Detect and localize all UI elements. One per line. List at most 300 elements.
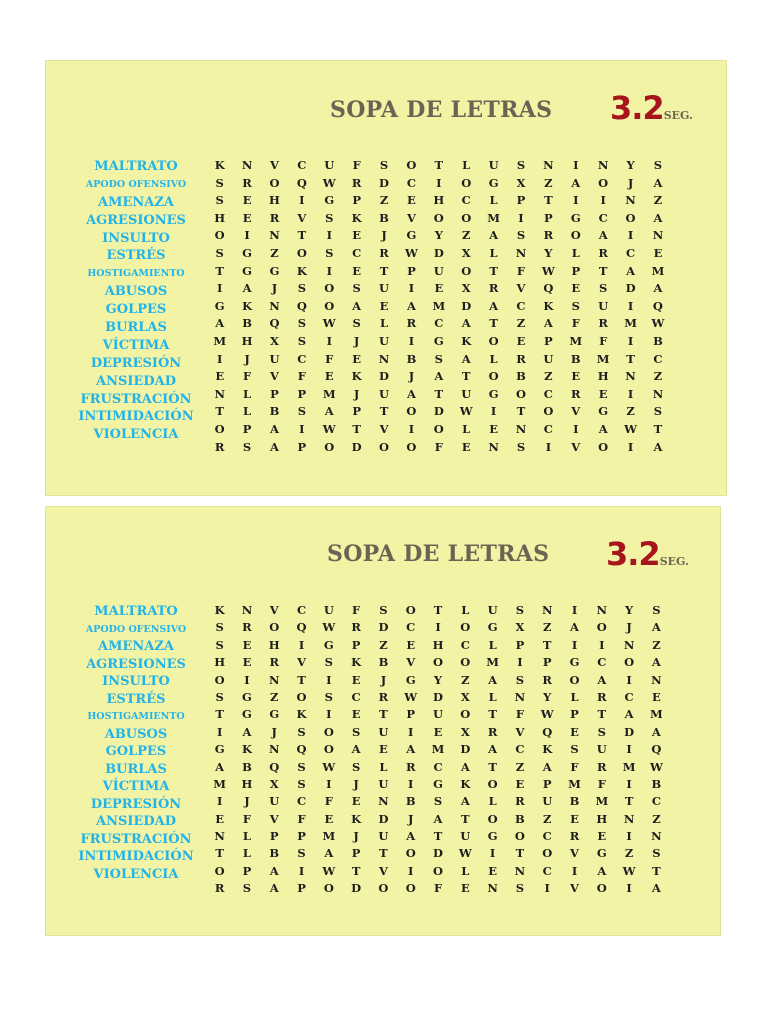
grid-letter[interactable]: F — [434, 439, 443, 454]
grid-letter[interactable]: C — [542, 829, 552, 844]
grid-letter[interactable]: R — [269, 210, 280, 225]
grid-letter[interactable]: N — [541, 603, 553, 617]
grid-letter[interactable]: I — [435, 620, 441, 635]
grid-letter[interactable]: S — [652, 846, 661, 861]
grid-letter[interactable]: M — [487, 210, 500, 225]
grid-letter[interactable]: R — [242, 620, 252, 635]
grid-letter[interactable]: K — [351, 210, 362, 225]
grid-letter[interactable]: T — [544, 193, 553, 208]
grid-letter[interactable]: J — [408, 811, 414, 826]
grid-letter[interactable]: W — [322, 759, 336, 774]
grid-letter[interactable]: W — [322, 175, 336, 190]
grid-letter[interactable]: U — [598, 298, 609, 313]
grid-letter[interactable]: O — [460, 620, 471, 635]
grid-letter[interactable]: A — [488, 742, 498, 757]
grid-letter[interactable]: D — [433, 245, 444, 260]
grid-letter[interactable]: A — [406, 386, 416, 401]
grid-letter[interactable]: T — [297, 228, 307, 243]
grid-letter[interactable]: M — [213, 333, 227, 348]
grid-letter[interactable]: G — [570, 210, 581, 225]
grid-letter[interactable]: Z — [270, 689, 279, 704]
grid-letter[interactable]: O — [405, 846, 416, 861]
grid-letter[interactable]: I — [244, 672, 250, 687]
grid-letter[interactable]: T — [597, 707, 607, 722]
grid-letter[interactable]: V — [406, 655, 416, 670]
grid-letter[interactable]: C — [598, 210, 608, 225]
grid-letter[interactable]: B — [516, 369, 526, 384]
grid-letter[interactable]: B — [269, 404, 280, 419]
grid-letter[interactable]: R — [242, 175, 252, 190]
grid-letter[interactable]: I — [490, 404, 497, 419]
grid-letter[interactable]: E — [489, 421, 498, 436]
grid-letter[interactable]: W — [404, 245, 418, 260]
grid-letter[interactable]: N — [378, 794, 389, 809]
grid-letter[interactable]: L — [462, 158, 471, 172]
grid-letter[interactable]: G — [598, 404, 609, 419]
grid-letter[interactable]: A — [460, 794, 470, 809]
grid-letter[interactable]: G — [242, 263, 252, 278]
grid-letter[interactable]: C — [297, 158, 307, 172]
grid-letter[interactable]: U — [323, 603, 334, 617]
grid-letter[interactable]: I — [326, 707, 332, 722]
grid-letter[interactable]: P — [297, 439, 307, 454]
grid-letter[interactable]: E — [515, 776, 525, 791]
grid-letter[interactable]: M — [651, 263, 665, 278]
grid-letter[interactable]: I — [216, 794, 223, 809]
grid-letter[interactable]: T — [434, 158, 444, 172]
grid-letter[interactable]: A — [624, 707, 634, 722]
grid-letter[interactable]: E — [433, 724, 443, 739]
grid-letter[interactable]: G — [269, 707, 280, 722]
grid-letter[interactable]: O — [460, 655, 471, 670]
grid-letter[interactable]: Z — [544, 369, 553, 384]
grid-letter[interactable]: N — [597, 158, 609, 172]
grid-letter[interactable]: V — [270, 158, 279, 172]
grid-letter[interactable]: V — [269, 603, 279, 617]
grid-letter[interactable]: G — [406, 228, 417, 243]
grid-letter[interactable]: I — [408, 333, 415, 348]
grid-letter[interactable]: G — [596, 846, 607, 861]
grid-letter[interactable]: O — [625, 210, 636, 225]
grid-letter[interactable]: A — [324, 404, 334, 419]
grid-letter[interactable]: S — [599, 281, 608, 296]
grid-letter[interactable]: V — [570, 846, 579, 861]
grid-letter[interactable]: I — [626, 672, 632, 687]
grid-letter[interactable]: X — [515, 620, 525, 635]
grid-letter[interactable]: Q — [269, 759, 280, 774]
grid-letter[interactable]: H — [269, 193, 280, 208]
grid-letter[interactable]: I — [599, 637, 605, 652]
grid-letter[interactable]: S — [351, 724, 361, 739]
grid-letter[interactable]: K — [296, 707, 307, 722]
grid-letter[interactable]: U — [487, 603, 498, 617]
grid-letter[interactable]: F — [515, 707, 524, 722]
grid-letter[interactable]: N — [652, 228, 664, 243]
grid-letter[interactable]: C — [296, 794, 307, 809]
grid-letter[interactable]: G — [323, 637, 334, 652]
grid-letter[interactable]: T — [215, 404, 224, 419]
grid-letter[interactable]: D — [625, 281, 636, 296]
grid-letter[interactable]: I — [216, 724, 223, 739]
grid-letter[interactable]: O — [214, 863, 225, 878]
grid-letter[interactable]: E — [460, 881, 470, 896]
grid-letter[interactable]: A — [242, 281, 252, 296]
grid-letter[interactable]: J — [271, 724, 277, 739]
grid-letter[interactable]: Z — [652, 811, 661, 826]
grid-letter[interactable]: C — [460, 637, 470, 652]
grid-letter[interactable]: E — [242, 210, 252, 225]
grid-letter[interactable]: A — [653, 281, 663, 296]
grid-letter[interactable]: Z — [624, 846, 634, 861]
grid-letter[interactable]: A — [597, 863, 607, 878]
grid-letter[interactable]: E — [242, 193, 252, 208]
grid-letter[interactable]: K — [296, 263, 307, 278]
grid-letter[interactable]: F — [516, 263, 526, 278]
grid-letter[interactable]: O — [378, 881, 389, 896]
grid-letter[interactable]: Q — [543, 281, 554, 296]
grid-letter[interactable]: O — [596, 620, 607, 635]
grid-letter[interactable]: L — [243, 404, 252, 419]
grid-letter[interactable]: W — [322, 421, 336, 436]
grid-letter[interactable]: O — [406, 158, 417, 172]
grid-letter[interactable]: U — [269, 351, 280, 366]
grid-letter[interactable]: I — [545, 439, 552, 454]
grid-letter[interactable]: A — [653, 210, 663, 225]
grid-letter[interactable]: E — [570, 811, 579, 826]
grid-letter[interactable]: G — [324, 193, 335, 208]
grid-letter[interactable]: V — [378, 863, 388, 878]
grid-letter[interactable]: A — [598, 421, 608, 436]
grid-letter[interactable]: X — [516, 175, 526, 190]
grid-letter[interactable]: A — [651, 724, 661, 739]
grid-letter[interactable]: T — [461, 369, 471, 384]
grid-letter[interactable]: T — [653, 421, 663, 436]
grid-letter[interactable]: F — [352, 158, 361, 172]
grid-letter[interactable]: J — [353, 333, 360, 348]
grid-letter[interactable]: S — [297, 724, 306, 739]
grid-letter[interactable]: K — [214, 603, 225, 617]
grid-letter[interactable]: C — [351, 689, 361, 704]
grid-letter[interactable]: N — [487, 881, 498, 896]
grid-letter[interactable]: L — [571, 245, 580, 260]
grid-letter[interactable]: O — [269, 175, 280, 190]
grid-letter[interactable]: O — [324, 439, 335, 454]
grid-letter[interactable]: C — [296, 603, 307, 617]
grid-letter[interactable]: R — [598, 316, 608, 331]
grid-letter[interactable]: S — [297, 776, 306, 791]
grid-letter[interactable]: S — [242, 881, 252, 896]
grid-letter[interactable]: R — [379, 245, 389, 260]
grid-letter[interactable]: A — [433, 811, 443, 826]
grid-letter[interactable]: D — [378, 811, 389, 826]
grid-letter[interactable]: G — [242, 245, 252, 260]
grid-letter[interactable]: J — [380, 672, 387, 687]
grid-letter[interactable]: T — [297, 672, 306, 687]
grid-letter[interactable]: L — [488, 689, 497, 704]
grid-letter[interactable]: V — [270, 369, 279, 384]
grid-letter[interactable]: S — [379, 158, 389, 172]
grid-letter[interactable]: Z — [462, 228, 471, 243]
grid-letter[interactable]: E — [406, 637, 416, 652]
grid-letter[interactable]: R — [542, 672, 552, 687]
grid-letter[interactable]: M — [568, 776, 581, 791]
grid-letter[interactable]: I — [298, 637, 305, 652]
grid-letter[interactable]: N — [514, 689, 526, 704]
grid-letter[interactable]: A — [461, 316, 471, 331]
grid-letter[interactable]: S — [516, 228, 526, 243]
grid-letter[interactable]: N — [268, 672, 280, 687]
grid-letter[interactable]: A — [598, 228, 608, 243]
grid-letter[interactable]: E — [598, 386, 608, 401]
grid-letter[interactable]: I — [217, 281, 223, 296]
grid-letter[interactable]: U — [461, 386, 472, 401]
grid-letter[interactable]: A — [324, 846, 334, 861]
grid-letter[interactable]: I — [436, 175, 442, 190]
grid-letter[interactable]: K — [351, 655, 362, 670]
grid-letter[interactable]: I — [573, 421, 579, 436]
grid-letter[interactable]: Y — [433, 672, 443, 687]
grid-letter[interactable]: Z — [653, 193, 663, 208]
grid-letter[interactable]: W — [458, 846, 472, 861]
grid-letter[interactable]: C — [406, 620, 416, 635]
grid-letter[interactable]: O — [323, 724, 334, 739]
grid-letter[interactable]: D — [379, 175, 390, 190]
grid-letter[interactable]: P — [544, 210, 553, 225]
grid-letter[interactable]: J — [408, 369, 415, 384]
grid-letter[interactable]: J — [353, 386, 360, 401]
grid-letter[interactable]: C — [406, 175, 416, 190]
grid-letter[interactable]: D — [351, 439, 362, 454]
grid-letter[interactable]: I — [217, 351, 223, 366]
grid-letter[interactable]: G — [488, 386, 499, 401]
grid-letter[interactable]: Q — [296, 298, 307, 313]
grid-letter[interactable]: N — [651, 829, 662, 844]
grid-letter[interactable]: J — [244, 351, 250, 366]
grid-letter[interactable]: R — [214, 439, 225, 454]
grid-letter[interactable]: I — [627, 439, 634, 454]
grid-letter[interactable]: M — [622, 759, 636, 774]
grid-letter[interactable]: H — [432, 637, 444, 652]
grid-letter[interactable]: Y — [434, 228, 443, 243]
grid-letter[interactable]: I — [326, 672, 332, 687]
grid-letter[interactable]: M — [596, 351, 610, 366]
grid-letter[interactable]: K — [542, 742, 553, 757]
grid-letter[interactable]: C — [515, 742, 525, 757]
grid-letter[interactable]: T — [488, 707, 497, 722]
grid-letter[interactable]: P — [297, 881, 306, 896]
grid-letter[interactable]: O — [379, 439, 390, 454]
grid-letter[interactable]: R — [406, 316, 417, 331]
grid-letter[interactable]: N — [214, 386, 225, 401]
grid-letter[interactable]: F — [433, 881, 443, 896]
grid-letter[interactable]: T — [215, 263, 224, 278]
grid-letter[interactable]: O — [406, 439, 417, 454]
grid-letter[interactable]: V — [406, 210, 416, 225]
grid-letter[interactable]: N — [378, 351, 390, 366]
grid-letter[interactable]: R — [351, 620, 361, 635]
grid-letter[interactable]: O — [487, 811, 498, 826]
grid-letter[interactable]: S — [297, 333, 307, 348]
grid-letter[interactable]: E — [597, 829, 607, 844]
grid-letter[interactable]: U — [433, 707, 444, 722]
grid-letter[interactable]: K — [214, 158, 225, 172]
grid-letter[interactable]: M — [650, 707, 663, 722]
grid-letter[interactable]: L — [489, 193, 498, 208]
grid-letter[interactable]: I — [298, 863, 305, 878]
grid-letter[interactable]: O — [570, 228, 581, 243]
grid-letter[interactable]: S — [297, 846, 306, 861]
grid-letter[interactable]: S — [516, 439, 526, 454]
grid-letter[interactable]: W — [622, 863, 636, 878]
grid-letter[interactable]: C — [297, 351, 307, 366]
grid-letter[interactable]: M — [595, 794, 609, 809]
grid-letter[interactable]: C — [543, 386, 553, 401]
grid-letter[interactable]: D — [433, 846, 444, 861]
grid-letter[interactable]: S — [297, 404, 307, 419]
grid-letter[interactable]: P — [516, 193, 526, 208]
grid-letter[interactable]: S — [242, 439, 252, 454]
grid-letter[interactable]: U — [378, 829, 389, 844]
grid-letter[interactable]: A — [242, 724, 252, 739]
grid-letter[interactable]: K — [461, 333, 472, 348]
grid-letter[interactable]: D — [378, 620, 389, 635]
grid-letter[interactable]: V — [516, 281, 526, 296]
grid-letter[interactable]: B — [405, 794, 416, 809]
grid-letter[interactable]: E — [379, 742, 388, 757]
grid-letter[interactable]: A — [651, 881, 661, 896]
grid-letter[interactable]: S — [215, 245, 224, 260]
grid-letter[interactable]: I — [627, 333, 634, 348]
grid-letter[interactable]: R — [516, 351, 526, 366]
grid-letter[interactable]: B — [378, 655, 389, 670]
grid-letter[interactable]: O — [214, 228, 225, 243]
grid-letter[interactable]: A — [543, 316, 553, 331]
grid-letter[interactable]: U — [378, 776, 389, 791]
grid-letter[interactable]: E — [352, 228, 362, 243]
grid-letter[interactable]: E — [352, 351, 362, 366]
grid-letter[interactable]: Q — [296, 175, 307, 190]
grid-letter[interactable]: R — [569, 829, 580, 844]
grid-letter[interactable]: S — [352, 316, 361, 331]
grid-letter[interactable]: W — [322, 316, 336, 331]
grid-letter[interactable]: G — [487, 620, 498, 635]
grid-letter[interactable]: B — [515, 811, 525, 826]
grid-letter[interactable]: R — [378, 689, 389, 704]
grid-letter[interactable]: S — [515, 881, 525, 896]
grid-letter[interactable]: E — [516, 333, 526, 348]
grid-letter[interactable]: C — [461, 193, 471, 208]
grid-letter[interactable]: E — [352, 263, 362, 278]
grid-letter[interactable]: S — [516, 158, 526, 172]
grid-letter[interactable]: T — [352, 421, 361, 436]
grid-letter[interactable]: A — [269, 863, 279, 878]
grid-letter[interactable]: Y — [626, 158, 635, 172]
grid-letter[interactable]: G — [569, 655, 580, 670]
grid-letter[interactable]: F — [599, 333, 608, 348]
grid-letter[interactable]: A — [651, 655, 661, 670]
grid-letter[interactable]: L — [488, 637, 497, 652]
grid-letter[interactable]: R — [487, 724, 498, 739]
grid-letter[interactable]: J — [353, 829, 359, 844]
grid-letter[interactable]: G — [433, 333, 444, 348]
grid-letter[interactable]: D — [461, 298, 472, 313]
grid-letter[interactable]: O — [405, 881, 416, 896]
grid-letter[interactable]: O — [323, 881, 334, 896]
grid-letter[interactable]: Z — [543, 811, 552, 826]
grid-letter[interactable]: G — [242, 707, 252, 722]
grid-letter[interactable]: O — [542, 846, 553, 861]
grid-letter[interactable]: L — [242, 829, 251, 844]
grid-letter[interactable]: Z — [653, 369, 663, 384]
grid-letter[interactable]: B — [653, 333, 663, 348]
grid-letter[interactable]: B — [651, 776, 662, 791]
grid-letter[interactable]: I — [626, 881, 632, 896]
grid-letter[interactable]: I — [626, 742, 632, 757]
grid-letter[interactable]: G — [487, 829, 498, 844]
grid-letter[interactable]: K — [351, 369, 362, 384]
grid-letter[interactable]: I — [571, 863, 578, 878]
grid-letter[interactable]: N — [596, 603, 608, 617]
grid-letter[interactable]: A — [269, 881, 279, 896]
grid-letter[interactable]: I — [299, 193, 305, 208]
grid-letter[interactable]: C — [624, 689, 634, 704]
grid-letter[interactable]: W — [322, 620, 336, 635]
grid-letter[interactable]: F — [325, 351, 334, 366]
grid-letter[interactable]: K — [242, 298, 253, 313]
grid-letter[interactable]: X — [460, 724, 470, 739]
grid-letter[interactable]: T — [542, 637, 552, 652]
grid-letter[interactable]: M — [569, 333, 583, 348]
grid-letter[interactable]: P — [351, 637, 361, 652]
grid-letter[interactable]: E — [242, 655, 252, 670]
grid-letter[interactable]: J — [244, 794, 250, 809]
grid-letter[interactable]: T — [652, 863, 661, 878]
grid-letter[interactable]: V — [297, 655, 306, 670]
grid-letter[interactable]: I — [408, 863, 414, 878]
grid-letter[interactable]: N — [269, 228, 280, 243]
grid-letter[interactable]: M — [431, 742, 445, 757]
grid-letter[interactable]: C — [433, 759, 443, 774]
grid-letter[interactable]: E — [434, 281, 444, 296]
grid-letter[interactable]: F — [324, 794, 333, 809]
grid-letter[interactable]: U — [324, 158, 335, 172]
grid-letter[interactable]: N — [543, 158, 554, 172]
grid-letter[interactable]: C — [625, 245, 636, 260]
grid-letter[interactable]: M — [486, 655, 499, 670]
grid-letter[interactable]: E — [242, 637, 252, 652]
grid-letter[interactable]: E — [351, 794, 361, 809]
grid-letter[interactable]: S — [653, 158, 663, 172]
grid-letter[interactable]: I — [573, 193, 579, 208]
grid-letter[interactable]: W — [322, 863, 336, 878]
grid-letter[interactable]: T — [489, 316, 498, 331]
grid-letter[interactable]: H — [268, 637, 280, 652]
grid-letter[interactable]: A — [352, 298, 362, 313]
grid-letter[interactable]: V — [570, 881, 579, 896]
grid-letter[interactable]: O — [433, 421, 444, 436]
grid-letter[interactable]: H — [241, 333, 253, 348]
grid-letter[interactable]: O — [405, 603, 416, 617]
grid-letter[interactable]: W — [649, 759, 663, 774]
grid-letter[interactable]: U — [379, 333, 390, 348]
grid-letter[interactable]: G — [405, 672, 416, 687]
grid-letter[interactable]: E — [570, 724, 579, 739]
grid-letter[interactable]: A — [542, 759, 552, 774]
grid-letter[interactable]: N — [652, 386, 664, 401]
grid-letter[interactable]: P — [544, 333, 553, 348]
grid-letter[interactable]: Z — [544, 175, 553, 190]
grid-letter[interactable]: S — [652, 603, 661, 617]
